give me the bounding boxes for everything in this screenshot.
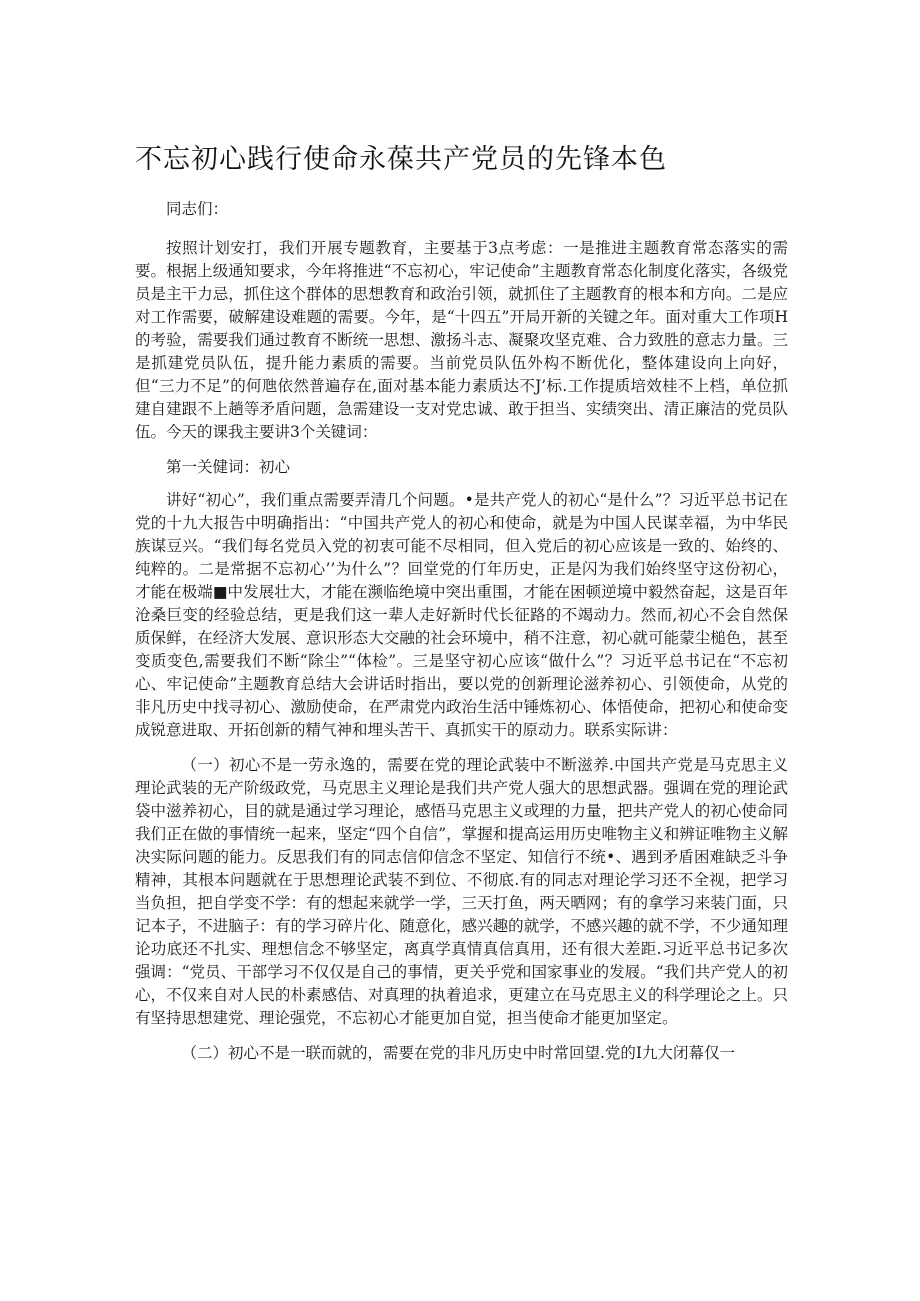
paragraph-point-1: （一）初心不是一劳永逸的，需要在党的理论武装中不断滋养.中国共产党是马克思主义理论武装的无产阶级政党，马克思主义理论是我们共产党人强大的思想武器。强调在党的理论武袋中滋养初心，目的就是通过学习理论，感悟马克思主义或理的力量，把共产党人的初心使命同我们正在做的事情统一起来，坚定“四个自信”，掌握和提高运用历史唯物主义和辨证唯物主义解决实际问题的能力。反思我们有的同志信仰信念不坚定、知信行不统•、遇到矛盾困难缺乏斗争精神，其根本问题就在于思想理论武装不到位、不彻底.有的同志对理论学习还不全视，把学习当负担，把自学变不学：有的想起来就学一学，三天打鱼，两天晒网；有的拿学习来装门面，只记本子，不进脑子：有的学习碎片化、随意化，感兴趣的就学，不感兴趣的就不学，不少通知理论功底还不扎实、理想信念不够坚定，离真学真情真信真用，还有很大差距.习近平总书记多次强调：“党员、干部学习不仅仅是自己的事情，更关乎党和国家事业的发屐。“我们共产党人的初心，不仅来自对人民的朴素感佶、对真理的执着追求，更建立在马克思主义的科学理论之上。只有坚持思想建党、理论强党，不忘初心才能更加自觉，担当使命才能更加坚定。	[135, 756, 788, 1027]
salutation: 同志们：	[166, 200, 229, 218]
section-heading-keyword-1: 第一关健词：初心	[166, 458, 291, 476]
document-title: 不忘初心践行使命永葆共产党员的先锋本色	[135, 144, 667, 175]
paragraph-initial-heart: 讲好“初心”，我们重点需要弄清几个问题。•是共产党人的初心“是什么”？习近平总书记在党的十九大报告中明确指出：“中国共产党人的初心和使命，就是为中国人民谋幸福，为中华民族谋豆兴。“我们每名党员入党的初衷可能不尽相同，但入党后的初心应该是一致的、始终的、纯粹的。二是常据不忘初心’’为什么”？回堂党的仃年历史，正是闪为我们始终坚守这份初心，才能在极端■中发展壮大，才能在濒临绝境中突出重围，才能在困顿逆境中毅然奋起，这是百年沧桑巨变的经验总结，更是我们这一辈人走好新时代长征路的不竭动力。然而,初心不会自然保质保鲜，在经济大发展、意识形态大交融的社会环境中，稍不注意，初心就可能蒙尘槌色，甚至变质变色,需要我们不断“除尘”“体检”。三是坚守初心应该“做什么”？习近平总书记在“不忘初心、牢记使命”主题教育总结大会讲话时指出，要以党的创新理论滋养初心、引领使命，从党的非凡历史中找寻初心、激励使命，在严肃党内政治生活中锤炼初心、体悟使命，把初心和使命变成锐意进取、开拓创新的精气神和埋头苦干、真抓实干的原动力。联系实际讲：	[135, 491, 788, 739]
paragraph-point-2: （二）初心不是一联而就的，需要在党的非凡历史中时常回望.党的I九大闭幕仅一	[181, 1044, 736, 1062]
document-body	[135, 198, 788, 1077]
paragraph-intro: 按照计划安打，我们开展专题教育，主要基于3点考虑：一是推进主题教育常态落实的需要。根据上级通知要求，今年将推进“不忘初心，牢记使命”主题教育常态化制度化落实，各级党员是主干力忌，抓住这个群体的思想教育和政治引领，就抓住了主题教育的根本和方向。二是应对工作需要，破解建设难题的需要。今年，是“十四五”开局开新的关键之年。面对重大工作项H的考验，需要我们通过教育不断统一思想、激扬斗志、凝聚攻坚克难、合力致胜的意志力量。三是抓建党员队伍，提升能力素质的需要。当前党员队伍外构不断优化，整体建设向上向好，但“三力不足”的何虺依然普遍存在,面对基本能力素质达不J’标.工作提质培效桂不上档，单位抓建自建跟不上趟等矛盾问题，急需建设一支对党忠诚、敢于担当、实绩突出、清正廉洁的党员队伍。今天的课我主要讲3个关键词：	[135, 239, 788, 441]
